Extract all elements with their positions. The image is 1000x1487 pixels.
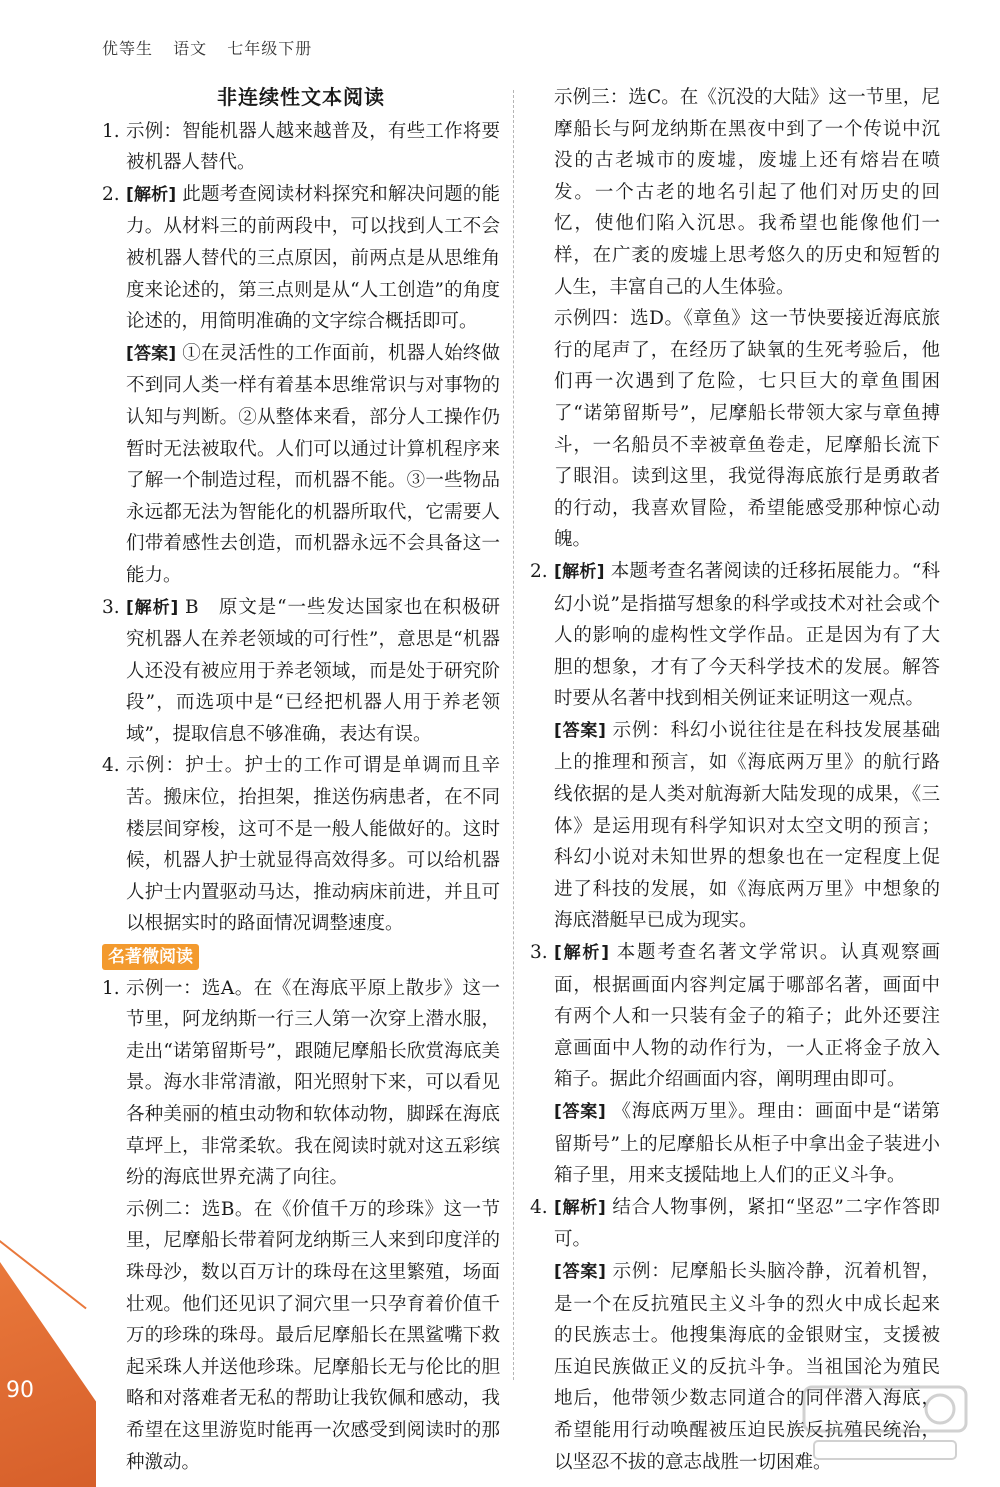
answer-block [102,338,500,592]
example-two-text: 示例二：选B。在《价值千万的珍珠》这一节里，尼摩船长带着阿龙纳斯三人来到印度洋的珠母沙，数以百万计的珠母在这里繁殖，场面壮观。他们还见识了洞穴里一只孕育着价值千万的珍珠的珠母。最后尼摩船长在黑鲨嘴下救起采珠人并送他珍珠。尼摩船长无与伦比的胆略和对落难者无私的帮助让我钦佩和感动，我希望在这里游览时能再一次感受到阅读时的那种激动。 [126,1198,500,1473]
answer-text: 示例：尼摩船长头脑冷静，沉着机智，是一个在反抗殖民主义斗争的烈火中成长起来的民族志士。他搜集海底的金银财宝，支援被压迫民族做正义的反抗斗争。当祖国沦为殖民地后，他带领少数志同道合的同伴潜入海底，希望能用行动唤醒被压迫民族反抗殖民统治，以坚忍不拔的意志战胜一切困难。 [554,1260,940,1473]
classic-question-4 [530,1192,940,1256]
analysis-text: 结合人物事例，紧扣“坚忍”二字作答即可。 [554,1196,941,1251]
section-title: 非连续性文本阅读 [217,85,385,109]
question-number: 2. [102,183,120,205]
analysis-text: 本题考查名著文学常识。认真观察画面，根据画面内容判定属于哪部名著，画面中有两个人和一只装有金子的箱子；此外还要注意画面中人物的动作行为，一人正将金子放入箱子。据此介绍画面内容，阐明理由即可。 [554,942,940,1091]
answer-tag: [答案] [554,1102,606,1122]
analysis-tag: [解析] [554,1197,606,1218]
page-header [102,36,326,59]
analysis-tag: [解析] [126,184,177,205]
answer-tag: [答案] [126,343,177,364]
answer-text: ①在灵活性的工作面前，机器人始终做不到同人类一样有着基本思维常识与对事物的认知与判断。②从整体来看，部分人工操作仍暂时无法被取代。人们可以通过计算机程序来了解一个制造过程，而机器不能。③一些物品永远都无法为智能化的机器所取代，它需要人们带着感性去创造，而机器永远不会具备这一能力。 [126,342,500,586]
book-grade: 七年级下册 [227,39,313,58]
answer-text: 《海底两万里》。理由：画面中是“诺第留斯号”上的尼摩船长从柜子中拿出金子装进小箱子里，用来支援陆地上人们的正义斗争。 [554,1101,940,1187]
answer-tag: [答案] [554,1261,606,1282]
analysis-tag: [解析] [126,597,179,618]
example-four [530,303,940,556]
answer-tag: [答案] [554,720,606,741]
question-text: 示例：护士。护士的工作可谓是单调而且辛苦。搬床位，抬担架，推送伤病患者，在不同楼层间穿梭，这可不是一般人能做好的。这时候，机器人护士就显得高效得多。可以给机器人护士内置驱动马达，推动病床前进，并且可以根据实时的路面情况调整速度。 [126,755,500,935]
question-number: 4. [102,755,120,777]
page-number: 90 [6,1378,34,1403]
classic-reading-badge: 名著微阅读 [102,944,199,970]
answer-block [530,715,940,937]
example-one-text: 示例一：选A。在《在海底平原上散步》这一节里，阿龙纳斯一行三人第一次穿上潜水服，走出“诺第留斯号”，跟随尼摩船长欣赏海底美景。海水非常清澈，阳光照射下来，可以看见各种美丽的植虫动物和软体动物，脚踩在海底草坪上，非常柔软。我在阅读时就对这五彩缤纷的海底世界充满了向往。 [126,977,500,1189]
answer-block [530,1096,940,1192]
classic-question-1 [102,973,500,1194]
analysis-tag: [解析] [554,943,609,964]
question-2 [102,179,500,338]
analysis-tag: [解析] [554,561,605,582]
analysis-text: 本题考查名著阅读的迁移拓展能力。“科幻小说”是指描写想象的科学或技术对社会或个人的影响的虚构性文学作品。正是因为有了大胆的想象，才有了今天科学技术的发展。解答时要从名著中找到相关例证来证明这一观点。 [554,560,940,710]
left-column [102,82,500,1478]
question-1 [102,116,500,179]
right-column [530,82,940,1478]
example-three [530,82,940,303]
analysis-text: B 原文是“一些发达国家也在积极研究机器人在养老领域的可行性”，意思是“机器人还没有被应用于养老领域，而是处于研究阶段”，而选项中是“已经把机器人用于养老领域”，提取信息不够准确，表达有误。 [126,596,500,745]
example-three-text: 示例三：选C。在《沉没的大陆》这一节里，尼摩船长与阿龙纳斯在黑夜中到了一个传说中沉没的古老城市的废墟，废墟上还有熔岩在喷发。一个古老的地名引起了他们对历史的回忆，使他们陷入沉思。我希望也能像他们一样，在广袤的废墟上思考悠久的历史和短暂的人生，丰富自己的人生体验。 [554,87,940,298]
question-4 [102,750,500,940]
question-number: 2. [530,560,548,582]
classic-question-3 [530,937,940,1096]
classic-question-2 [530,556,940,715]
question-number: 4. [530,1196,548,1218]
question-text: 示例：智能机器人越来越普及，有些工作将要被机器人替代。 [126,120,500,174]
question-number: 1. [102,977,120,999]
example-two [102,1194,500,1478]
answer-text: 示例：科幻小说往往是在科技发展基础上的推理和预言，如《海底两万里》的航行路线依据的是人类对航海新大陆发现的成果，《三体》是运用现有科学知识对太空文明的预言；科幻小说对未知世界的想象也在一定程度上促进了科技的发展，如《海底两万里》中想象的海底潜艇早已成为现实。 [554,719,940,932]
question-number: 3. [530,942,548,964]
watermark-logo [800,1381,970,1467]
question-number: 3. [102,596,120,618]
question-3 [102,592,500,751]
example-four-text: 示例四：选D。《章鱼》这一节快要接近海底旅行的尾声了，在经历了缺氧的生死考验后，他们再一次遇到了危险，七只巨大的章鱼围困了“诺第留斯号”，尼摩船长带领大家与章鱼搏斗，一名船员不幸被章鱼卷走，尼摩船长流下了眼泪。读到这里，我觉得海底旅行是勇敢者的行动，我喜欢冒险，希望能感受那种惊心动魄。 [554,308,940,551]
question-number: 1. [102,120,120,142]
analysis-text: 此题考查阅读材料探究和解决问题的能力。从材料三的前两段中，可以找到人工不会被机器人替代的三点原因，前两点是从思维角度来论述的，第三点则是从“人工创造”的角度论述的，用简明准确的文字综合概括即可。 [126,183,500,333]
book-subject: 语文 [173,39,208,58]
book-series: 优等生 [102,39,154,58]
column-divider [513,90,514,1380]
